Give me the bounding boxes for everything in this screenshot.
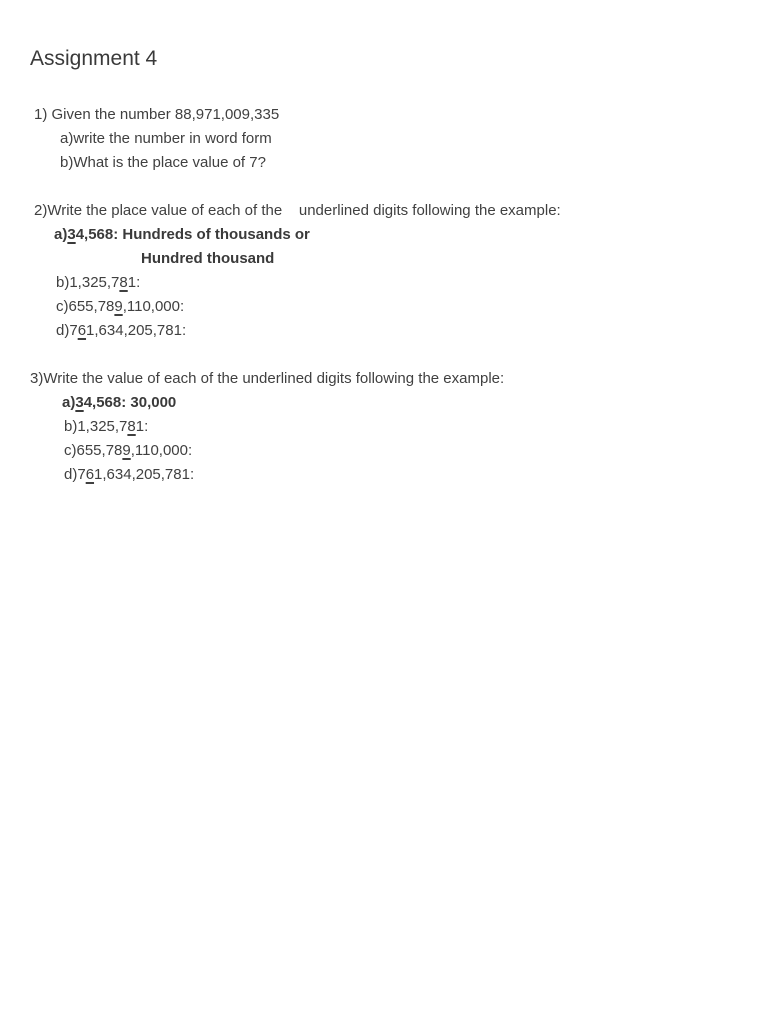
item-prefix: d)7 — [56, 322, 78, 339]
item-suffix: 1: — [127, 274, 141, 291]
item-prefix: c)655,78 — [64, 442, 123, 459]
underlined-digit: 3 — [75, 394, 84, 411]
item-suffix: ,110,000: — [122, 298, 185, 315]
example-label: a) — [54, 226, 68, 243]
page-title: Assignment 4 — [30, 47, 158, 70]
question-2-item-d — [56, 321, 186, 341]
underlined-digit: 6 — [85, 466, 95, 483]
item-suffix: 1,634,205,781: — [86, 322, 187, 339]
question-1-part-b: b)What is the place value of 7? — [60, 154, 266, 171]
underlined-digit: 8 — [127, 418, 136, 435]
question-2-item-b — [56, 273, 140, 293]
item-prefix: c)655,78 — [56, 298, 115, 315]
example-answer: 4,568: Hundreds of thousands or — [75, 226, 310, 243]
question-2-prompt: 2)Write the place value of each of the underlined digits following the example: — [34, 202, 561, 219]
item-suffix: 1,634,205,781: — [94, 466, 195, 483]
question-2-item-c — [56, 297, 184, 317]
question-3-item-b — [64, 417, 148, 437]
underlined-digit: 9 — [122, 442, 131, 459]
question-3-item-c — [64, 441, 192, 461]
item-prefix: b)1,325,7 — [56, 274, 120, 291]
question-2-example — [54, 225, 310, 245]
question-3-prompt: 3)Write the value of each of the underlined digits following the example: — [30, 370, 505, 387]
item-prefix: d)7 — [64, 466, 86, 483]
question-1-prompt: 1) Given the number 88,971,009,335 — [34, 106, 280, 123]
question-2-example-line2: Hundred thousand — [141, 250, 275, 267]
example-answer: 4,568: 30,000 — [83, 394, 177, 411]
example-label: a) — [62, 394, 76, 411]
question-3-item-d — [64, 465, 194, 485]
item-suffix: ,110,000: — [130, 442, 193, 459]
question-1-part-a: a)write the number in word form — [60, 130, 272, 147]
underlined-digit: 3 — [67, 226, 76, 243]
underlined-digit: 6 — [77, 322, 87, 339]
item-suffix: 1: — [135, 418, 149, 435]
question-3-example — [62, 393, 176, 413]
underlined-digit: 8 — [119, 274, 128, 291]
underlined-digit: 9 — [114, 298, 123, 315]
item-prefix: b)1,325,7 — [64, 418, 128, 435]
